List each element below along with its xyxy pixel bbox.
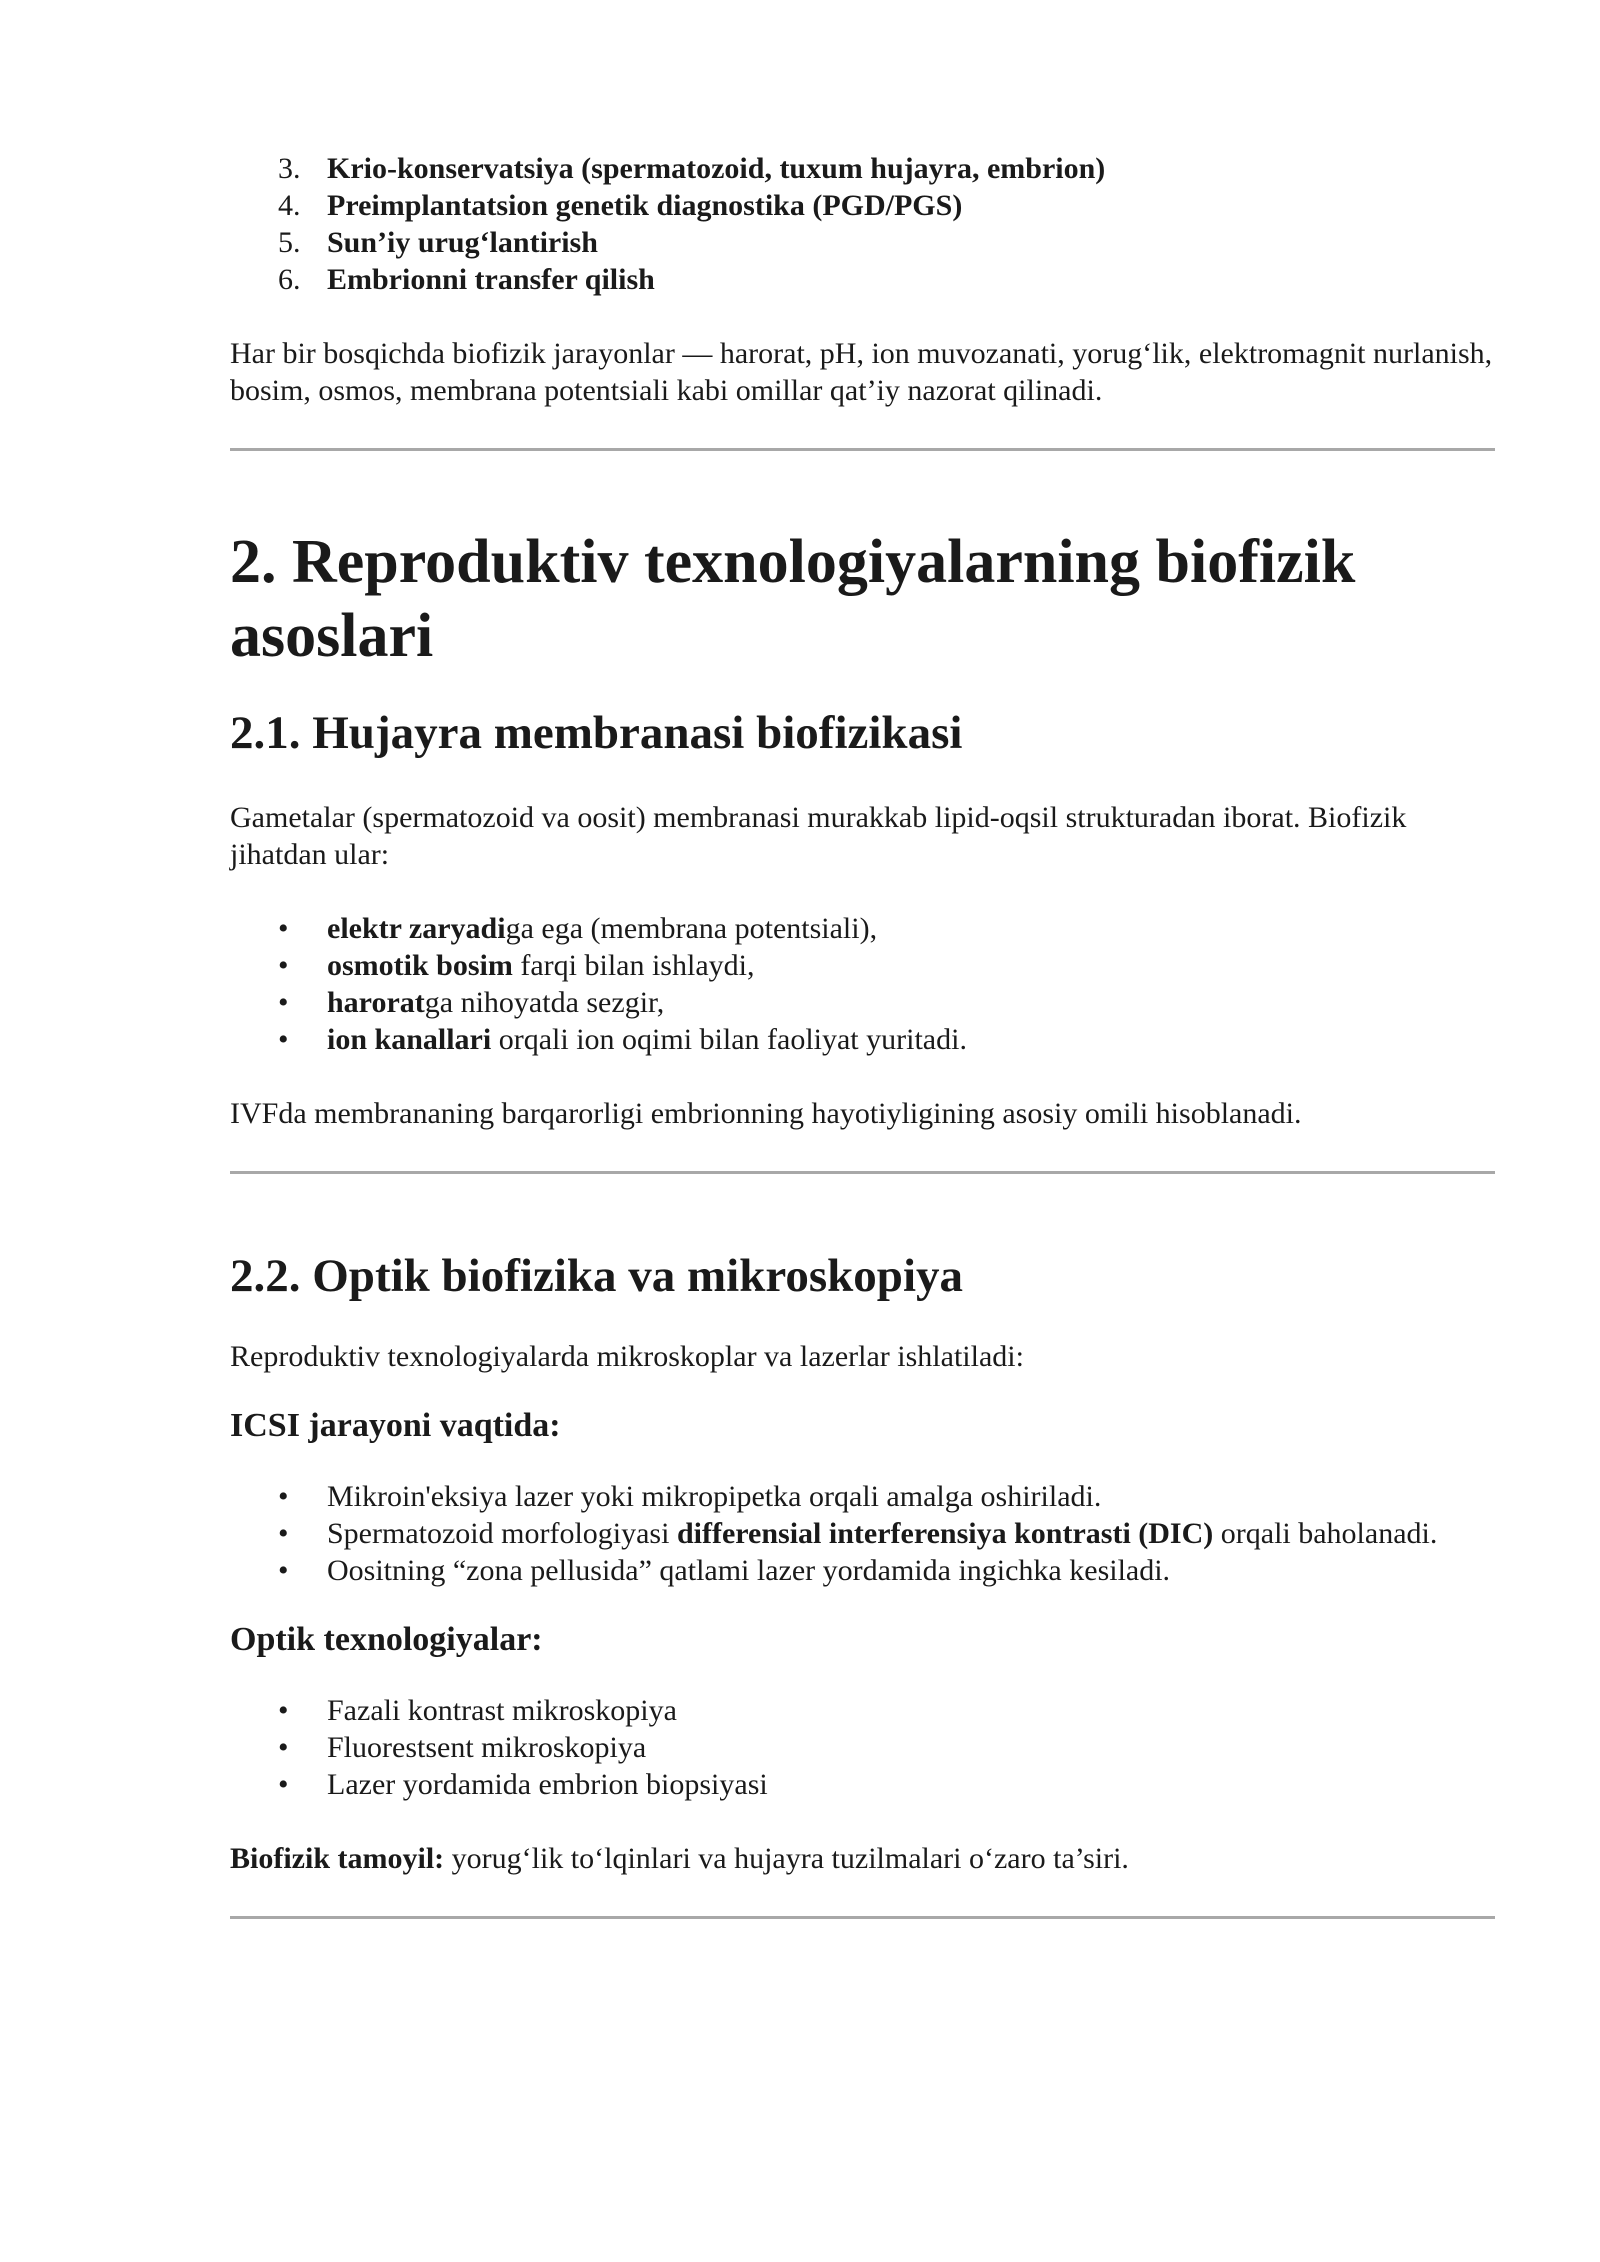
list-item-text: Krio-konservatsiya (spermatozoid, tuxum hujayra, embrion) bbox=[327, 152, 1106, 185]
document-page bbox=[230, 150, 1495, 1919]
list-number: 4. bbox=[278, 189, 301, 222]
item-text: Fluorestsent mikroskopiya bbox=[327, 1731, 647, 1764]
list-item bbox=[230, 261, 1495, 298]
principle-label: Biofizik tamoyil: bbox=[230, 1842, 445, 1875]
principle-paragraph bbox=[230, 1840, 1495, 1877]
bullet-icon: • bbox=[278, 912, 289, 945]
list-item-text: Sun’iy urug‘lantirish bbox=[327, 226, 598, 259]
list-item bbox=[230, 1478, 1495, 1515]
section-title: 2. Reproduktiv texnologiyalarning biofizik asoslari bbox=[230, 528, 1356, 670]
item-rest: farqi bilan ishlaydi, bbox=[512, 949, 755, 982]
list-item bbox=[230, 187, 1495, 224]
bullet-icon: • bbox=[278, 1517, 289, 1550]
optics-intro: Reproduktiv texnologiyalarda mikroskoplar va lazerlar ishlatiladi: bbox=[230, 1340, 1024, 1373]
bullet-icon: • bbox=[278, 1694, 289, 1727]
principle-text: yorug‘lik to‘lqinlari va hujayra tuzilmalari o‘zaro ta’siri. bbox=[444, 1842, 1129, 1875]
intro-paragraph: Har bir bosqichda biofizik jarayonlar — harorat, pH, ion muvozanati, yorug‘lik, elektromagnit nurlanish, bosim, osmos, membrana potentsiali kabi omillar qat’iy nazorat qilinadi. bbox=[230, 337, 1493, 407]
item-text: Oositning “zona pellusida” qatlami lazer yordamida ingichka kesiladi. bbox=[327, 1554, 1171, 1587]
list-item bbox=[230, 1766, 1495, 1803]
list-item bbox=[230, 1692, 1495, 1729]
list-number: 6. bbox=[278, 263, 301, 296]
bullet-icon: • bbox=[278, 986, 289, 1019]
membrane-bullet-list bbox=[230, 910, 1495, 1058]
bold-term: ion kanallari bbox=[327, 1023, 492, 1056]
bullet-icon: • bbox=[278, 949, 289, 982]
item-text: Spermatozoid morfologiyasi bbox=[327, 1517, 677, 1550]
bullet-icon: • bbox=[278, 1023, 289, 1056]
item-text: Fazali kontrast mikroskopiya bbox=[327, 1694, 677, 1727]
numbered-list bbox=[230, 150, 1495, 298]
optik-heading: Optik texnologiyalar: bbox=[230, 1621, 543, 1658]
list-item-text: Preimplantatsion genetik diagnostika (PGD/PGS) bbox=[327, 189, 963, 222]
list-item bbox=[230, 1552, 1495, 1589]
list-item-text: Embrionni transfer qilish bbox=[327, 263, 655, 296]
bold-term: differensial interferensiya kontrasti (DIC) bbox=[676, 1517, 1214, 1550]
bullet-icon: • bbox=[278, 1731, 289, 1764]
item-rest: ga ega (membrana potentsiali), bbox=[505, 912, 878, 945]
divider bbox=[230, 448, 1495, 451]
list-item bbox=[230, 947, 1495, 984]
subsection-title-optics: 2.2. Optik biofizika va mikroskopiya bbox=[230, 1250, 963, 1302]
item-text: Lazer yordamida embrion biopsiyasi bbox=[327, 1768, 768, 1801]
list-item bbox=[230, 1021, 1495, 1058]
bullet-icon: • bbox=[278, 1768, 289, 1801]
list-item bbox=[230, 1515, 1495, 1552]
list-item bbox=[230, 1729, 1495, 1766]
bullet-icon: • bbox=[278, 1480, 289, 1513]
icsi-heading: ICSI jarayoni vaqtida: bbox=[230, 1407, 561, 1444]
item-rest: ga nihoyatda sezgir, bbox=[424, 986, 665, 1019]
divider bbox=[230, 1916, 1495, 1919]
membrane-paragraph: Gametalar (spermatozoid va oosit) membranasi murakkab lipid-oqsil strukturadan iborat. Biofizik jihatdan ular: bbox=[230, 801, 1407, 871]
membrane-conclusion: IVFda membrananing barqarorligi embrionning hayotiyligining asosiy omili hisoblanadi. bbox=[230, 1097, 1302, 1130]
bold-term: osmotik bosim bbox=[327, 949, 513, 982]
bold-term: harorat bbox=[327, 986, 425, 1019]
divider bbox=[230, 1171, 1495, 1174]
subsection-title-membrane: 2.1. Hujayra membranasi biofizikasi bbox=[230, 707, 963, 759]
list-item bbox=[230, 984, 1495, 1021]
list-number: 5. bbox=[278, 226, 301, 259]
list-number: 3. bbox=[278, 152, 301, 185]
item-rest: orqali ion oqimi bilan faoliyat yuritadi. bbox=[491, 1023, 967, 1056]
list-item bbox=[230, 224, 1495, 261]
bold-term: elektr zaryadi bbox=[327, 912, 506, 945]
bullet-icon: • bbox=[278, 1554, 289, 1587]
list-item bbox=[230, 910, 1495, 947]
icsi-bullet-list bbox=[230, 1478, 1495, 1589]
optik-bullet-list bbox=[230, 1692, 1495, 1803]
item-text: orqali baholanadi. bbox=[1213, 1517, 1438, 1550]
item-text: Mikroin'eksiya lazer yoki mikropipetka orqali amalga oshiriladi. bbox=[327, 1480, 1102, 1513]
list-item bbox=[230, 150, 1495, 187]
